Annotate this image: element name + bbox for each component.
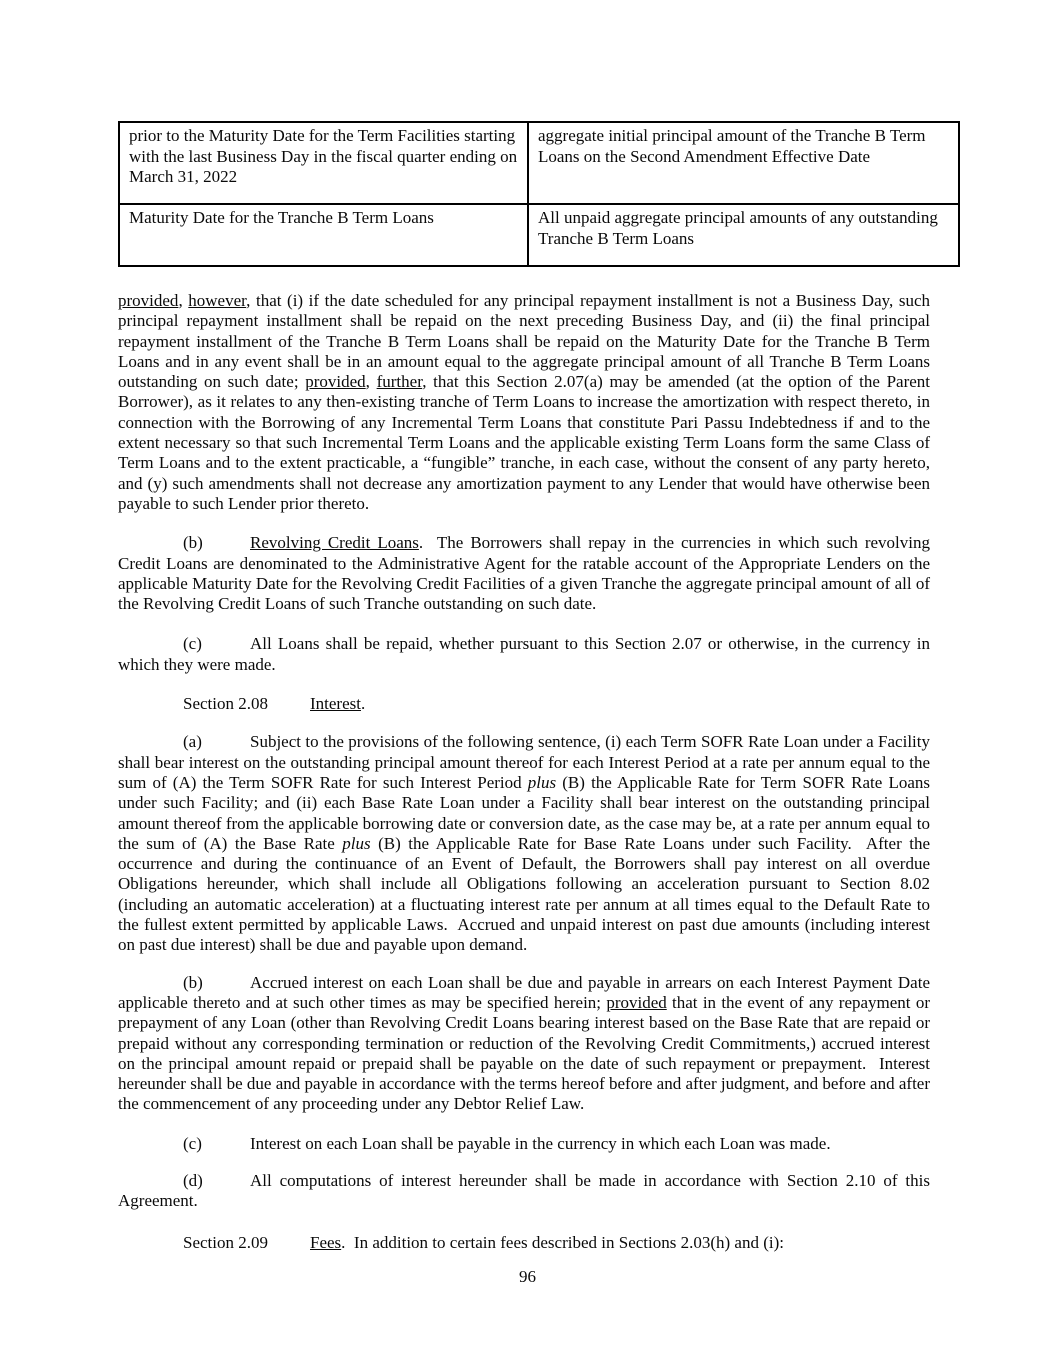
table-cell-payment-date: Maturity Date for the Tranche B Term Loans	[119, 204, 528, 266]
table-row	[119, 122, 959, 204]
table-cell-payment-date: prior to the Maturity Date for the Term Facilities starting with the last Business Day in the fiscal quarter ending on March 31, 2022	[119, 122, 528, 204]
paragraph-a-interest-rates: (a) Subject to the provisions of the following sentence, (i) each Term SOFR Rate Loan under a Facility shall bear interest on the outstanding principal amount thereof for each Interest Period at a rate per annum equal to the sum of (A) the Term SOFR Rate for such Interest Period plus (B) the Applicable Rate for Term SOFR Rate Loans under such Facility; and (ii) each Base Rate Loan under a Facility shall bear interest on the outstanding principal amount thereof from the applicable borrowing date or conversion date, as the case may be, at a rate per annum equal to the sum of (A) the Base Rate plus (B) the Applicable Rate for Base Rate Loans under such Facility. After the occurrence and during the continuance of an Event of Default, the Borrowers shall pay interest on all overdue Obligations hereunder, which shall include all Obligations following an acceleration pursuant to Section 8.02 (including an automatic acceleration) at a fluctuating interest rate per annum at all times equal to the Default Rate to the fullest extent permitted by applicable Laws. Accrued and unpaid interest on past due amounts (including interest on past due interest) shall be due and payable upon demand.	[118, 732, 930, 955]
paragraph-b-accrued-interest: (b) Accrued interest on each Loan shall be due and payable in arrears on each Interest Payment Date applicable thereto and at such other times as may be specified herein; provided that in the event of any repayment or prepayment of any Loan (other than Revolving Credit Loans bearing interest based on the Base Rate that are repaid or prepaid without any corresponding termination or reduction of the Revolving Credit Commitments,) accrued interest on the principal amount repaid or prepaid shall be payable on the date of such repayment or prepayment. Interest hereunder shall be due and payable in accordance with the terms hereof before and after judgment, and before and after the commencement of any proceeding under any Debtor Relief Law.	[118, 972, 930, 1114]
table-cell-payment-amount: aggregate initial principal amount of the Tranche B Term Loans on the Second Amendment Effective Date	[528, 122, 959, 204]
document-body	[118, 121, 938, 1253]
paragraph-b-revolving-credit-loans: (b) Revolving Credit Loans. The Borrowers shall repay in the currencies in which such revolving Credit Loans are denominated to the Administrative Agent for the ratable account of the Appropriate Lenders on the applicable Maturity Date for the Revolving Credit Facilities of a given Tranche the aggregate principal amount of all of the Revolving Credit Loans of such Tranche outstanding on such date.	[118, 533, 930, 614]
table-row	[119, 204, 959, 266]
paragraph-c-interest-currency: (c) Interest on each Loan shall be payable in the currency in which each Loan was made.	[183, 1133, 831, 1153]
table-cell-payment-amount: All unpaid aggregate principal amounts of any outstanding Tranche B Term Loans	[528, 204, 959, 266]
paragraph-c-all-loans-repaid: (c) All Loans shall be repaid, whether pursuant to this Section 2.07 or otherwise, in the currency in which they were made.	[118, 634, 930, 674]
paragraph-d-computations: (d) All computations of interest hereunder shall be made in accordance with Section 2.10 of this Agreement.	[118, 1170, 930, 1211]
heading-section-2-09-fees: Section 2.09 Fees. In addition to certain fees described in Sections 2.03(h) and (i):	[183, 1232, 784, 1252]
heading-section-2-08-interest: Section 2.08 Interest.	[183, 694, 366, 714]
page-number: 96	[519, 1267, 536, 1286]
paragraph-proviso: provided, however, that (i) if the date scheduled for any principal repayment installment is not a Business Day, such principal repayment installment shall be repaid on the next preceding Business Day, and (ii) the final principal repayment installment of the Tranche B Term Loans shall be repaid on the Maturity Date for the Tranche B Term Loans and in any event shall be in an amount equal to the aggregate principal amount of all Tranche B Term Loans outstanding on such date; provided, further, that this Section 2.07(a) may be amended (at the option of the Parent Borrower), as it relates to any then-existing tranche of Term Loans to increase the amortization with respect thereto, in connection with the Borrowing of any Incremental Term Loans that constitute Pari Passu Indebtedness if and to the extent necessary so that such Incremental Term Loans and the applicable existing Term Loans form the same Class of Term Loans and to the extent practicable, a “fungible” tranche, in each case, without the consent of any party hereto, and (y) such amendments shall not decrease any amortization payment to any Lender that would have otherwise been payable to such Lender prior thereto.	[118, 291, 931, 513]
amortization-table	[118, 121, 960, 267]
